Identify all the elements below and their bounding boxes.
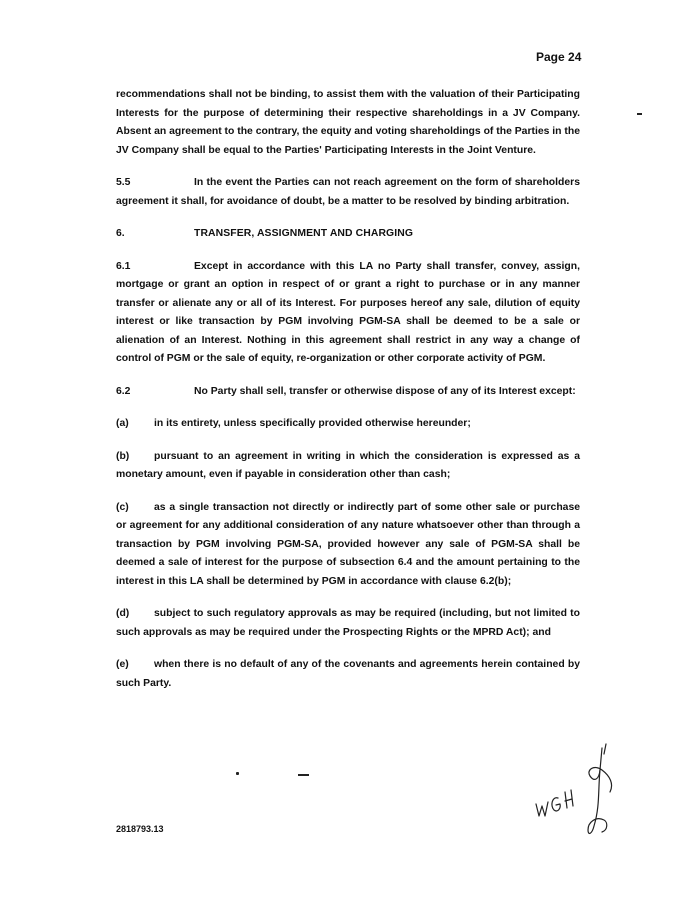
clause-text: No Party shall sell, transfer or otherwise dispose of any of its Interest except: bbox=[194, 385, 576, 397]
clause-5-5 bbox=[116, 174, 580, 211]
subclause-text: pursuant to an agreement in writing in which the consideration is expressed as a monetary amount, even if payable in consideration other than cash; bbox=[116, 450, 580, 480]
subclause-e bbox=[116, 656, 580, 693]
paragraph-intro: recommendations shall not be binding, to assist them with the valuation of their Participating Interests for the purpose of determining their respective shareholdings in a JV Company. Absent an agreement to the contrary, the equity and voting shareholdings of the Parties in the JV Company shall be equal to the Parties' Participating Interests in the Joint Venture. bbox=[116, 89, 580, 156]
section-title: TRANSFER, ASSIGNMENT AND CHARGING bbox=[194, 228, 414, 239]
subclause-text: and the amount pertaining to the interest in this LA shall be determined by PGM in accordance with bbox=[116, 557, 581, 587]
subclause-a bbox=[116, 415, 580, 434]
clause-number: 6.2 bbox=[116, 385, 131, 397]
subclause-text: in its entirety, unless specifically provided otherwise hereunder; bbox=[154, 418, 471, 429]
document-body bbox=[116, 86, 580, 707]
clause-number: 6.1 bbox=[116, 260, 131, 272]
clause-6-1 bbox=[116, 258, 580, 369]
stray-mark bbox=[236, 772, 239, 775]
subclause-text: subject to such regulatory approvals as may be required (including, but not limited to such approvals as may be required under the Prospecting Rights or the MPRD Act); and bbox=[116, 608, 580, 638]
subclause-label: (c) bbox=[116, 501, 129, 513]
section-heading-6 bbox=[116, 225, 580, 244]
subclause-text: ; bbox=[507, 575, 512, 587]
clause-6-2 bbox=[116, 383, 580, 402]
cross-reference: subsection 6.4 bbox=[339, 557, 413, 568]
subclause-text: as a single transaction not directly or indirectly part of some other sale or purchase or agreement for any additional consideration of any nature whatsoever other than through a transaction by PGM involving PGM-SA, provided however any sale of PGM-SA shall be deemed a sale of interest for the purpose of bbox=[116, 501, 580, 568]
clause-text: In the event the Parties can not reach agreement on the form of shareholders agreement it shall, for avoidance of doubt, be a matter to be resolved by binding arbitration. bbox=[116, 177, 580, 207]
subclause-label: (e) bbox=[116, 659, 129, 670]
page-number: Page 24 bbox=[536, 50, 582, 64]
handwritten-signature bbox=[530, 740, 620, 840]
stray-mark bbox=[298, 774, 309, 776]
subclause-label: (a) bbox=[116, 418, 129, 429]
subclause-b bbox=[116, 448, 580, 485]
subclause-label: (d) bbox=[116, 608, 130, 619]
subclause-c bbox=[116, 499, 580, 592]
subclause-text: when there is no default of any of the covenants and agreements herein contained by such Party. bbox=[116, 659, 580, 689]
clause-text: Except in accordance with this LA no Party shall transfer, convey, assign, mortgage or grant an option in respect of or grant a right to purchase or in any manner transfer or alienate any or all of its Interest. For purposes hereof any sale, dilution of equity interest or like transaction by PGM involving PGM-SA shall be deemed to be a sale or alienation of an Interest. Nothing in this agreement shall restrict in any way a change of control of PGM or the sale of equity, re-organization or other corporate activity of PGM. bbox=[116, 260, 580, 364]
subclause-d bbox=[116, 605, 580, 642]
cross-reference: clause 6.2(b) bbox=[444, 575, 508, 587]
clause-number: 5.5 bbox=[116, 177, 131, 188]
document-reference: 2818793.13 bbox=[116, 824, 164, 834]
stray-mark bbox=[637, 113, 642, 115]
section-number: 6. bbox=[116, 228, 125, 239]
subclause-label: (b) bbox=[116, 450, 130, 462]
